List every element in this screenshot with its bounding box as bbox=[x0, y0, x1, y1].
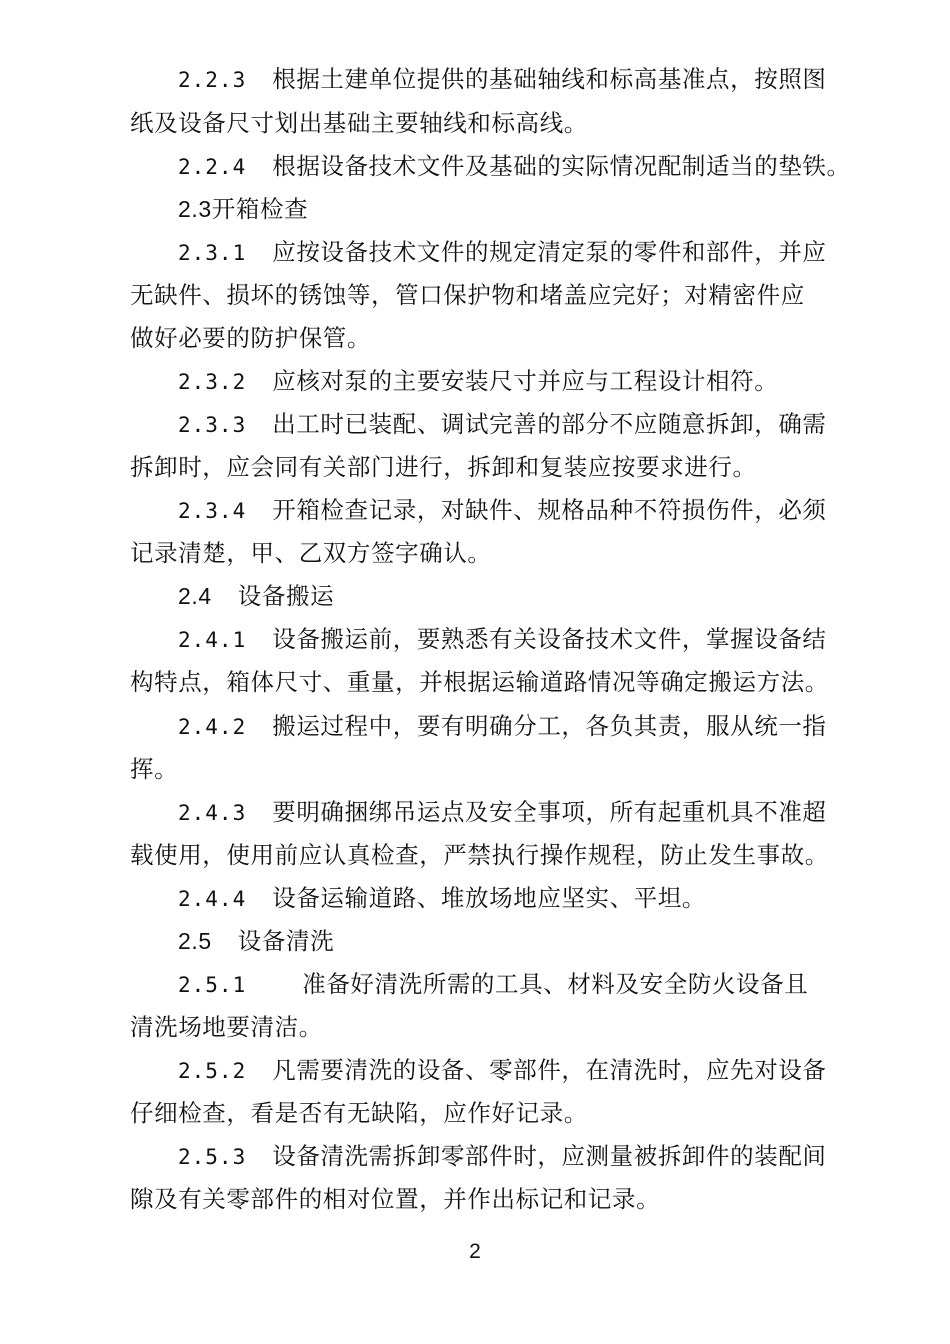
clause-number: 2.4.3 bbox=[178, 801, 247, 825]
clause-number: 2.5.1 bbox=[178, 973, 247, 997]
page-number: 2 bbox=[469, 1240, 481, 1263]
paragraph-line bbox=[130, 324, 371, 352]
section-number: 2.5 bbox=[178, 928, 212, 954]
paragraph-line bbox=[178, 798, 827, 826]
line-text: 构特点，箱体尺寸、重量，并根据运输道路情况等确定搬运方法。 bbox=[130, 668, 829, 696]
paragraph-line bbox=[178, 625, 827, 653]
line-text: 载使用，使用前应认真检查，严禁执行操作规程，防止发生事故。 bbox=[130, 841, 829, 869]
section-number: 2.4 bbox=[178, 583, 212, 609]
line-text: 出工时已装配、调试完善的部分不应随意拆卸，确需 bbox=[272, 410, 827, 438]
line-text: 根据设备技术文件及基础的实际情况配制适当的垫铁。 bbox=[272, 152, 851, 180]
section-number: 2.3 bbox=[178, 196, 212, 222]
line-text: 清洗场地要清洁。 bbox=[130, 1013, 323, 1041]
line-text: 做好必要的防护保管。 bbox=[130, 324, 371, 352]
paragraph-line bbox=[130, 453, 757, 481]
paragraph-line bbox=[178, 410, 827, 438]
clause-number: 2.3.4 bbox=[178, 499, 247, 523]
paragraph-line bbox=[178, 152, 851, 180]
line-text: 根据土建单位提供的基础轴线和标高基准点，按照图 bbox=[272, 65, 827, 93]
section-heading bbox=[178, 582, 335, 610]
section-title: 设备搬运 bbox=[237, 582, 335, 610]
clause-number: 2.2.3 bbox=[178, 68, 247, 92]
section-title: 开箱检查 bbox=[211, 195, 309, 223]
section-heading bbox=[178, 927, 335, 955]
line-text: 设备清洗需拆卸零部件时，应测量被拆卸件的装配间 bbox=[272, 1142, 827, 1170]
clause-number: 2.3.2 bbox=[178, 370, 247, 394]
clause-number: 2.4.4 bbox=[178, 887, 247, 911]
paragraph-line bbox=[178, 1056, 827, 1084]
line-text: 凡需要清洗的设备、零部件，在清洗时，应先对设备 bbox=[272, 1056, 827, 1084]
clause-number: 2.2.4 bbox=[178, 155, 247, 179]
paragraph-line bbox=[130, 1013, 323, 1041]
line-text: 挥。 bbox=[130, 755, 179, 783]
paragraph-line bbox=[178, 970, 809, 998]
section-title: 设备清洗 bbox=[237, 927, 335, 955]
line-text: 开箱检查记录，对缺件、规格品种不符损伤件，必须 bbox=[272, 496, 827, 524]
line-text: 应按设备技术文件的规定清定泵的零件和部件，并应 bbox=[272, 238, 827, 266]
paragraph-line bbox=[130, 1185, 661, 1213]
line-text: 搬运过程中，要有明确分工，各负其责，服从统一指 bbox=[272, 712, 827, 740]
paragraph-line bbox=[178, 65, 827, 93]
clause-number: 2.3.1 bbox=[178, 241, 247, 265]
paragraph-line bbox=[130, 109, 588, 137]
line-text: 仔细检查，看是否有无缺陷，应作好记录。 bbox=[130, 1099, 588, 1127]
paragraph-line bbox=[178, 238, 827, 266]
section-heading bbox=[178, 195, 309, 223]
line-text: 隙及有关零部件的相对位置，并作出标记和记录。 bbox=[130, 1185, 661, 1213]
line-text: 纸及设备尺寸划出基础主要轴线和标高线。 bbox=[130, 109, 588, 137]
paragraph-line bbox=[130, 1099, 588, 1127]
line-text: 无缺件、损坏的锈蚀等，管口保护物和堵盖应完好；对精密件应 bbox=[130, 281, 805, 309]
line-text: 设备运输道路、堆放场地应坚实、平坦。 bbox=[272, 884, 707, 912]
clause-number: 2.5.3 bbox=[178, 1145, 247, 1169]
line-text: 应核对泵的主要安装尺寸并应与工程设计相符。 bbox=[272, 367, 779, 395]
paragraph-line bbox=[178, 367, 779, 395]
paragraph-line bbox=[130, 668, 829, 696]
paragraph-line bbox=[130, 539, 492, 567]
clause-number: 2.5.2 bbox=[178, 1059, 247, 1083]
paragraph-line bbox=[178, 496, 827, 524]
paragraph-line bbox=[178, 884, 707, 912]
clause-number: 2.4.2 bbox=[178, 715, 247, 739]
paragraph-line bbox=[130, 755, 179, 783]
paragraph-line bbox=[178, 712, 827, 740]
line-text: 准备好清洗所需的工具、材料及安全防火设备且 bbox=[302, 970, 809, 998]
paragraph-line bbox=[178, 1142, 827, 1170]
clause-number: 2.3.3 bbox=[178, 413, 247, 437]
line-text: 记录清楚，甲、乙双方签字确认。 bbox=[130, 539, 492, 567]
clause-number: 2.4.1 bbox=[178, 628, 247, 652]
paragraph-line bbox=[130, 281, 805, 309]
line-text: 拆卸时，应会同有关部门进行，拆卸和复装应按要求进行。 bbox=[130, 453, 757, 481]
line-text: 设备搬运前，要熟悉有关设备技术文件，掌握设备结 bbox=[272, 625, 827, 653]
line-text: 要明确捆绑吊运点及安全事项，所有起重机具不准超 bbox=[272, 798, 827, 826]
paragraph-line bbox=[130, 841, 829, 869]
